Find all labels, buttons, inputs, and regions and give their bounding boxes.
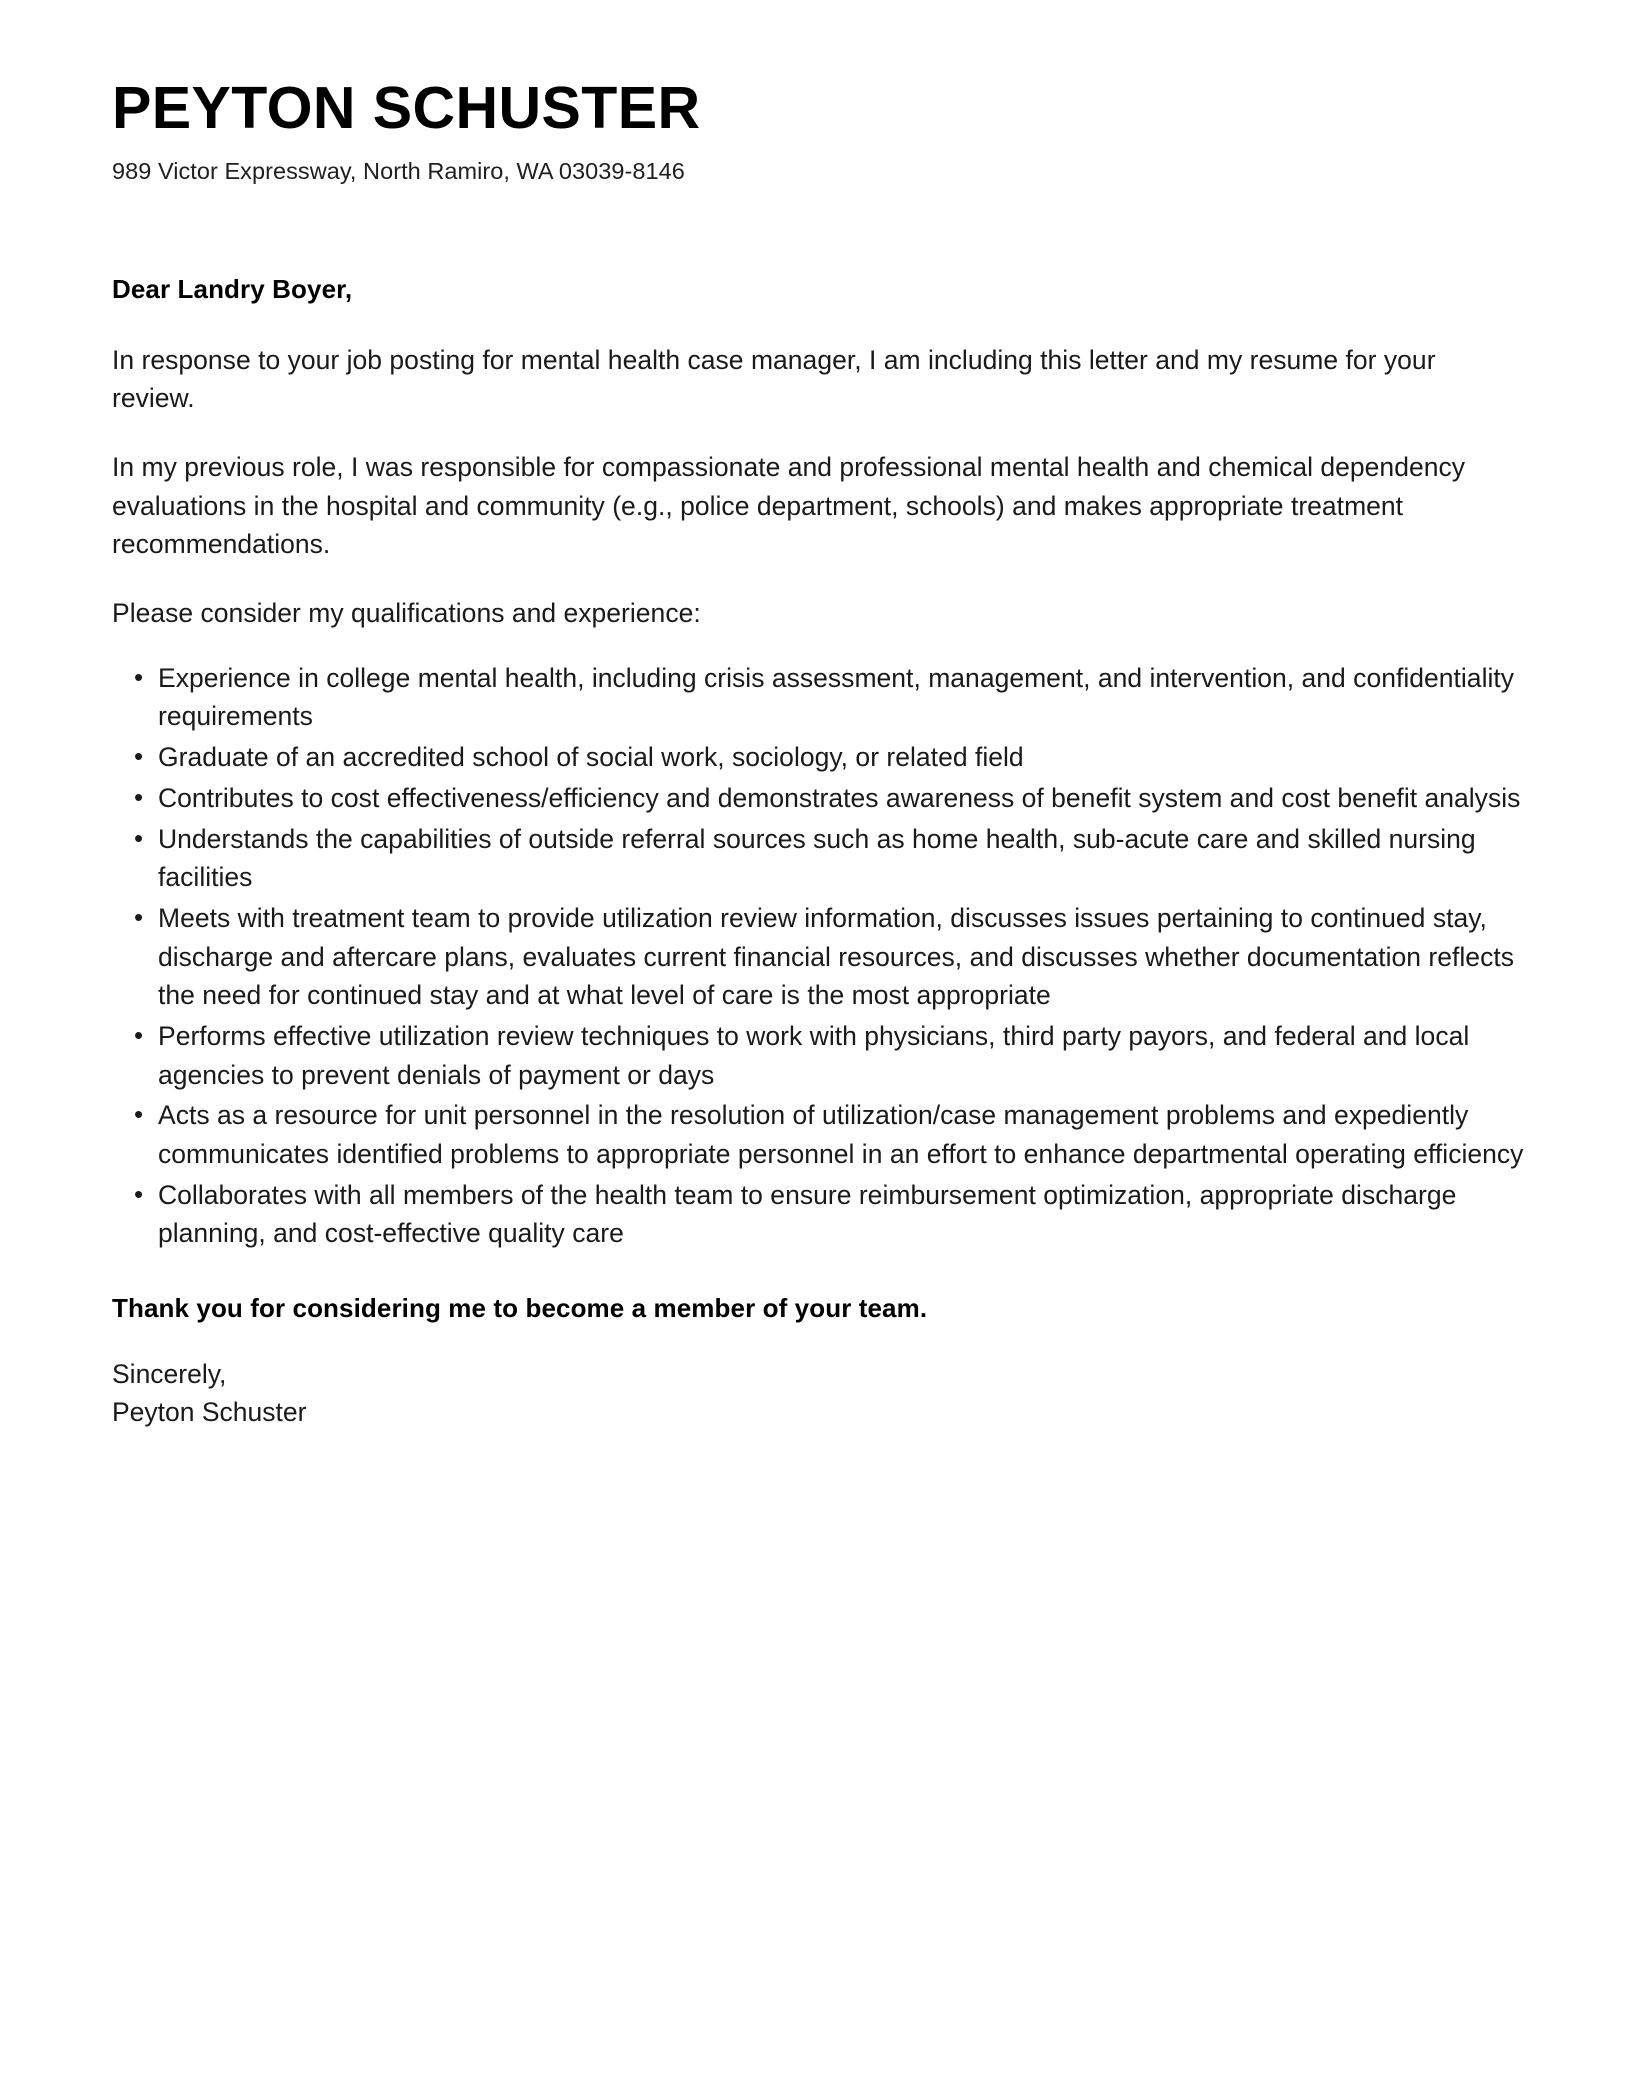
letter-body — [112, 274, 1524, 1432]
list-item: • Performs effective utilization review techniques to work with physicians, third party payors, and federal and local agencies to prevent denials of payment or days — [112, 1017, 1524, 1094]
qualifications-lead-in: Please consider my qualifications and experience: — [112, 598, 701, 629]
applicant-name: PEYTON SCHUSTER — [112, 75, 701, 141]
signature-block — [112, 1356, 1524, 1431]
signoff-name: Peyton Schuster — [112, 1396, 307, 1427]
applicant-address: 989 Victor Expressway, North Ramiro, WA 03039-8146 — [112, 157, 685, 184]
intro-paragraph: In response to your job posting for mental health case manager, I am including this letter and my resume for your review. — [112, 344, 1436, 414]
list-item: • Acts as a resource for unit personnel in the resolution of utilization/case management problems and expediently communicates identified problems to appropriate personnel in an effort to enhance departmental operating efficiency — [112, 1096, 1524, 1173]
signoff-closing: Sincerely, — [112, 1359, 227, 1390]
list-item: • Experience in college mental health, including crisis assessment, management, and intervention, and confidentiality requirements — [112, 659, 1524, 736]
list-item: • Graduate of an accredited school of social work, sociology, or related field — [112, 738, 1524, 777]
qualifications-list — [112, 659, 1524, 1253]
list-item: • Meets with treatment team to provide utilization review information, discusses issues pertaining to continued stay, discharge and aftercare plans, evaluates current financial resources, and discusses whether documentation reflects the need for continued stay and at what level of care is the most appropriate — [112, 899, 1524, 1015]
list-item: • Contributes to cost effectiveness/efficiency and demonstrates awareness of benefit system and cost benefit analysis — [112, 779, 1524, 818]
cover-letter — [112, 75, 1524, 1431]
list-item: • Understands the capabilities of outside referral sources such as home health, sub-acute care and skilled nursing facilities — [112, 820, 1524, 897]
letter-header — [112, 75, 1524, 188]
salutation: Dear Landry Boyer, — [112, 273, 353, 304]
thank-you-line: Thank you for considering me to become a member of your team. — [112, 1293, 928, 1324]
experience-paragraph: In my previous role, I was responsible for compassionate and professional mental health and chemical dependency evaluations in the hospital and community (e.g., police department, schools) and makes appropriate treatment recommendations. — [112, 452, 1466, 560]
list-item: • Collaborates with all members of the health team to ensure reimbursement optimization, appropriate discharge planning, and cost-effective quality care — [112, 1176, 1524, 1253]
